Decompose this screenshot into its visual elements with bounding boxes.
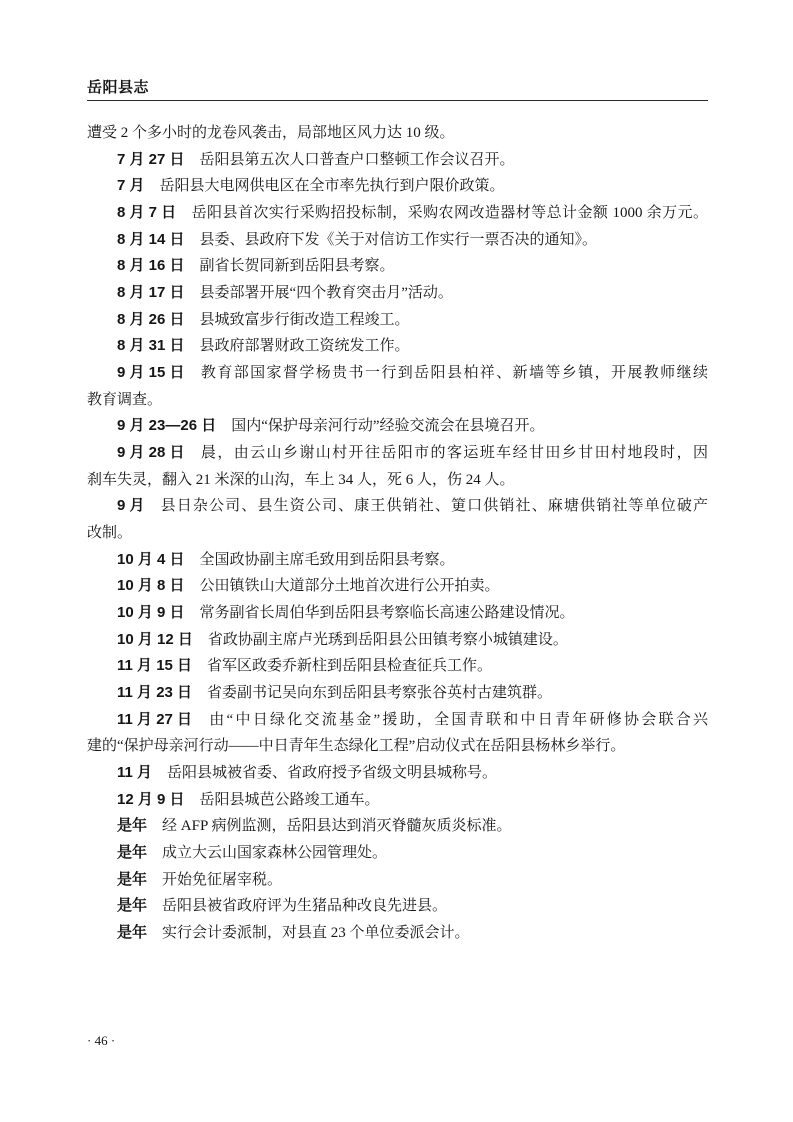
- chronicle-entry: [87, 787, 708, 814]
- chronicle-entry: [87, 147, 708, 174]
- entry-line: [87, 547, 708, 574]
- chronicle-entry: [87, 360, 708, 413]
- chronicle-entry: [87, 307, 708, 334]
- entry-continuation: 改制。: [87, 525, 133, 542]
- entry-line: [87, 440, 708, 467]
- entry-date: 是年: [117, 870, 148, 888]
- entry-line: [87, 573, 708, 600]
- entry-text: 成立大云山国家森林公园管理处。: [162, 845, 388, 862]
- entry-date: 11 月 15 日: [117, 657, 193, 675]
- entry-date: 11 月 23 日: [117, 684, 193, 702]
- entry-line: [87, 173, 708, 200]
- entry-text: 全国政协副主席毛致用到岳阳县考察。: [199, 551, 455, 568]
- entry-text: 县委部署开展“四个教育突击月”活动。: [199, 285, 453, 302]
- entry-text: 常务副省长周伯华到岳阳县考察临长高速公路建设情况。: [199, 605, 575, 622]
- entry-date: 是年: [117, 924, 148, 942]
- chronicle-entry: [87, 227, 708, 254]
- entry-text: 教育部国家督学杨贵书一行到岳阳县柏祥、新墙等乡镇，开展教师继续: [199, 365, 708, 382]
- chronicle-entry: [87, 707, 708, 760]
- chronicle-entry: [87, 547, 708, 574]
- entry-date: 是年: [117, 897, 148, 915]
- entry-line: [87, 147, 708, 174]
- entry-line: [87, 307, 708, 334]
- entry-line: [87, 200, 708, 227]
- entry-line: [87, 627, 708, 654]
- entry-text: 省军区政委乔新柱到岳阳县检查征兵工作。: [207, 658, 493, 675]
- chronicle-entry: [87, 173, 708, 200]
- entry-date: 9 月 28 日: [117, 444, 185, 462]
- entry-text: 省委副书记吴向东到岳阳县考察张谷英村古建筑群。: [207, 685, 553, 702]
- entry-date: 8 月 26 日: [117, 310, 185, 328]
- entry-line: [87, 413, 708, 440]
- entry-line: [87, 600, 708, 627]
- chronicle-entry: [87, 813, 708, 840]
- chronicle-body: [87, 120, 708, 947]
- chronicle-entry: [87, 280, 708, 307]
- entry-date: 10 月 12 日: [117, 630, 193, 648]
- chronicle-entry: [87, 440, 708, 493]
- entry-line: [87, 867, 708, 894]
- chronicle-entry: [87, 413, 708, 440]
- entry-line: [87, 813, 708, 840]
- entry-text: 岳阳县城被省委、省政府授予省级文明县城称号。: [167, 765, 498, 782]
- entry-date: 是年: [117, 844, 148, 862]
- chronicle-entry: [87, 573, 708, 600]
- chronicle-entry: [87, 867, 708, 894]
- entry-line: [87, 760, 708, 787]
- chronicle-entry: [87, 333, 708, 360]
- entry-date: 8 月 31 日: [117, 337, 185, 355]
- chronicle-entry: [87, 600, 708, 627]
- entry-date: 11 月 27 日: [117, 710, 193, 728]
- continued-text: 遭受 2 个多小时的龙卷风袭击，局部地区风力达 10 级。: [87, 125, 455, 141]
- entry-text: 公田镇铁山大道部分土地首次进行公开拍卖。: [199, 578, 500, 595]
- chronicle-entry: [87, 680, 708, 707]
- entry-text: 副省长贺同新到岳阳县考察。: [199, 258, 395, 275]
- chronicle-entry: [87, 253, 708, 280]
- entry-date: 10 月 8 日: [117, 577, 185, 595]
- entry-date: 10 月 9 日: [117, 604, 185, 622]
- entry-line: [87, 253, 708, 280]
- entry-date: 7 月: [117, 177, 145, 195]
- entry-line: [87, 653, 708, 680]
- entry-date: 9 月: [117, 497, 145, 515]
- chronicle-entry: [87, 893, 708, 920]
- running-head: 岳阳县志: [87, 79, 150, 96]
- chronicle-entry: [87, 627, 708, 654]
- entry-text: 省政协副主席卢光琇到岳阳县公田镇考察小城镇建设。: [207, 631, 568, 648]
- entry-text: 由“中日绿化交流基金”援助，全国青联和中日青年研修协会联合兴: [207, 711, 708, 728]
- entry-line: [87, 227, 708, 254]
- entry-line: [87, 920, 708, 947]
- chronicle-entry: [87, 653, 708, 680]
- entry-date: 8 月 7 日: [117, 204, 177, 222]
- entry-text: 开始免征屠宰税。: [162, 871, 283, 888]
- entry-text: 经 AFP 病例监测，岳阳县达到消灭脊髓灰质炎标准。: [162, 818, 512, 835]
- chronicle-entry: [87, 920, 708, 947]
- entry-line: [87, 707, 708, 734]
- entry-line: [87, 493, 708, 520]
- entry-date: 10 月 4 日: [117, 550, 185, 568]
- entry-text: 实行会计委派制，对县直 23 个单位委派会计。: [162, 925, 470, 942]
- entry-line: [87, 787, 708, 814]
- entry-text: 岳阳县城芭公路竣工通车。: [199, 791, 380, 808]
- entry-text: 县日杂公司、县生资公司、康王供销社、筻口供销社、麻塘供销社等单位破产: [159, 498, 708, 515]
- entry-line: [87, 893, 708, 920]
- entry-line: [87, 360, 708, 387]
- header-rule: [87, 100, 708, 101]
- entry-date: 8 月 17 日: [117, 284, 185, 302]
- entry-text: 岳阳县被省政府评为生猪品种改良先进县。: [162, 898, 448, 915]
- entry-date: 12 月 9 日: [117, 790, 185, 808]
- chronicle-entry: [87, 493, 708, 546]
- entry-continuation: 建的“保护母亲河行动——中日青年生态绿化工程”启动仪式在岳阳县杨林乡举行。: [87, 738, 626, 755]
- entry-date: 9 月 23—26 日: [117, 417, 217, 435]
- entry-date: 8 月 14 日: [117, 230, 185, 248]
- chronicle-entry: [87, 200, 708, 227]
- entry-text: 岳阳县大电网供电区在全市率先执行到户限价政策。: [159, 178, 505, 195]
- entry-text: 国内“保护母亲河行动”经验交流会在县境召开。: [231, 418, 545, 435]
- entry-date: 7 月 27 日: [117, 150, 185, 168]
- chronicle-entry: [87, 840, 708, 867]
- chronicle-entry: [87, 760, 708, 787]
- entry-text: 岳阳县第五次人口普查户口整顿工作会议召开。: [199, 151, 515, 168]
- entry-date: 11 月: [117, 764, 153, 782]
- page-number: · 46 ·: [87, 1033, 116, 1048]
- entry-continuation: 刹车失灵，翻入 21 米深的山沟，车上 34 人，死 6 人，伤 24 人。: [87, 471, 515, 488]
- entry-line: [87, 333, 708, 360]
- entry-text: 晨，由云山乡谢山村开往岳阳市的客运班车经甘田乡甘田村地段时，因: [199, 445, 708, 462]
- entry-date: 8 月 16 日: [117, 257, 185, 275]
- entry-line: [87, 840, 708, 867]
- entry-line: [87, 280, 708, 307]
- entry-date: 9 月 15 日: [117, 364, 185, 382]
- entry-line: [87, 680, 708, 707]
- entry-text: 县城致富步行街改造工程竣工。: [199, 311, 410, 328]
- entry-text: 县政府部署财政工资统发工作。: [199, 338, 410, 355]
- entry-date: 是年: [117, 817, 148, 835]
- entry-text: 县委、县政府下发《关于对信访工作实行一票否决的通知》。: [199, 231, 598, 248]
- entry-text: 岳阳县首次实行采购招投标制，采购农网改造器材等总计金额 1000 余万元。: [191, 205, 708, 222]
- entry-continuation: 教育调查。: [87, 391, 163, 408]
